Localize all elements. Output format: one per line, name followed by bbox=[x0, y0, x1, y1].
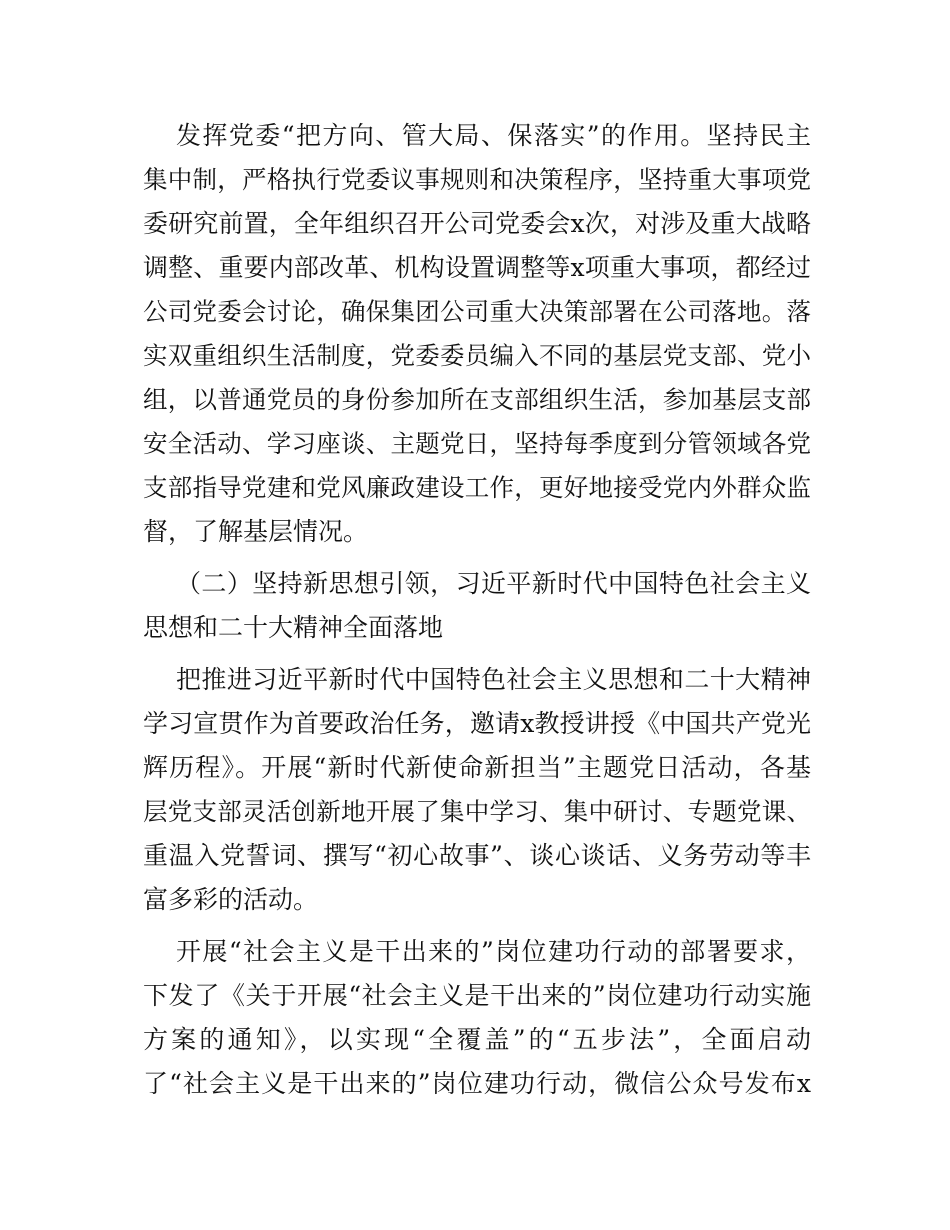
paragraph-1-line-9: 支部指导党建和党风廉政建设工作，更好地接受党内外群众监 bbox=[143, 473, 811, 502]
paragraph-1-line-3: 委研究前置，全年组织召开公司党委会x次，对涉及重大战略 bbox=[143, 209, 811, 238]
paragraph-3-line-6: 富多彩的活动。 bbox=[143, 885, 319, 914]
paragraph-1-line-5: 公司党委会讨论，确保集团公司重大决策部署在公司落地。落 bbox=[143, 297, 811, 326]
paragraph-4-line-4: 了“社会主义是干出来的”岗位建功行动，微信公众号发布x bbox=[143, 1069, 811, 1098]
paragraph-4-line-2: 下发了《关于开展“社会主义是干出来的”岗位建功行动实施 bbox=[143, 981, 811, 1010]
section-heading-line-2: 思想和二十大精神全面落地 bbox=[143, 613, 444, 642]
paragraph-3-line-1: 把推进习近平新时代中国特色社会主义思想和二十大精神 bbox=[176, 665, 811, 694]
paragraph-3-line-3: 辉历程》。开展“新时代新使命新担当”主题党日活动，各基 bbox=[143, 753, 811, 782]
paragraph-3-line-4: 层党支部灵活创新地开展了集中学习、集中研讨、专题党课、 bbox=[143, 797, 811, 826]
paragraph-4-line-1: 开展“社会主义是干出来的”岗位建功行动的部署要求， bbox=[176, 937, 811, 966]
paragraph-1-line-6: 实双重组织生活制度，党委委员编入不同的基层党支部、党小 bbox=[143, 341, 811, 370]
paragraph-1-line-7: 组，以普通党员的身份参加所在支部组织生活，参加基层支部 bbox=[143, 385, 811, 414]
paragraph-1-line-8: 安全活动、学习座谈、主题党日，坚持每季度到分管领域各党 bbox=[143, 429, 811, 458]
paragraph-1-line-2: 集中制，严格执行党委议事规则和决策程序，坚持重大事项党 bbox=[143, 165, 811, 194]
paragraph-1-line-10: 督，了解基层情况。 bbox=[143, 517, 369, 546]
paragraph-1-line-1: 发挥党委“把方向、管大局、保落实”的作用。坚持民主 bbox=[176, 121, 811, 150]
paragraph-4-line-3: 方案的通知》，以实现“全覆盖”的“五步法”，全面启动 bbox=[143, 1025, 811, 1054]
paragraph-1-line-4: 调整、重要内部改革、机构设置调整等x项重大事项，都经过 bbox=[143, 253, 811, 282]
paragraph-3-line-2: 学习宣贯作为首要政治任务，邀请x教授讲授《中国共产党光 bbox=[143, 709, 811, 738]
section-heading-line-1: （二）坚持新思想引领，习近平新时代中国特色社会主义 bbox=[176, 569, 811, 598]
paragraph-3-line-5: 重温入党誓词、撰写“初心故事”、谈心谈话、义务劳动等丰 bbox=[143, 841, 811, 870]
